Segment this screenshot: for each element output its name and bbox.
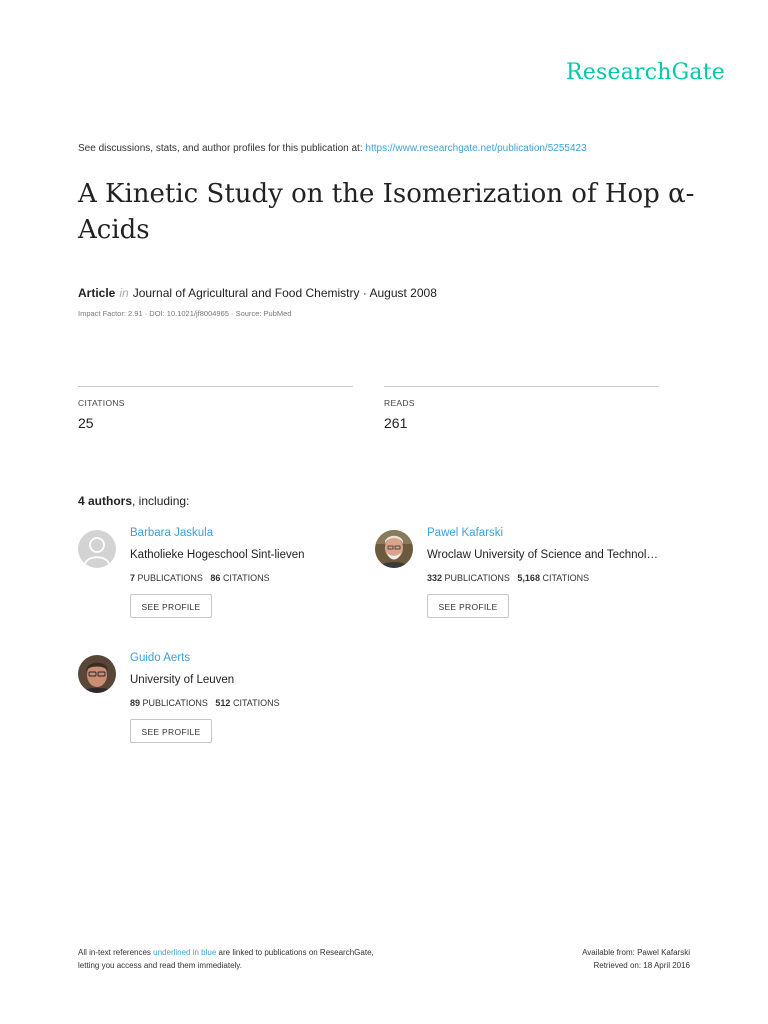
footer-note-suffix: are linked to publications on ResearchGate, (216, 948, 374, 957)
publications-label: PUBLICATIONS (137, 573, 203, 583)
reads-stat (384, 386, 659, 431)
in-word: in (119, 286, 129, 300)
article-title: A Kinetic Study on the Isomerization of Hop α-Acids (78, 179, 695, 245)
footer-note-prefix: All in-text references (78, 948, 154, 957)
author-name[interactable]: Guido Aerts (130, 652, 191, 664)
journal-name: Journal of Agricultural and Food Chemistry · August 2008 (132, 286, 437, 300)
authors-count: 4 authors (78, 494, 133, 508)
author-photo[interactable] (375, 530, 413, 568)
author-institution: Katholieke Hogeschool Sint-lieven (130, 549, 305, 561)
publication-info-line (78, 286, 437, 300)
citations-count: 5,168 (517, 573, 540, 583)
publication-source-line (78, 143, 587, 154)
citations-label: CITATIONS (542, 573, 590, 583)
article-type: Article (78, 286, 116, 300)
researchgate-logo[interactable]: ResearchGate (566, 60, 725, 85)
publications-label: PUBLICATIONS (444, 573, 510, 583)
citations-stat (78, 386, 353, 431)
see-profile-button[interactable]: SEE PROFILE (427, 594, 509, 618)
citations-count: 512 (215, 698, 231, 708)
publications-count: 89 (130, 698, 141, 708)
reads-value: 261 (384, 415, 408, 431)
available-from: Available from: Pawel Kafarski (582, 948, 690, 957)
author-stats (130, 698, 280, 708)
see-profile-button[interactable]: SEE PROFILE (130, 719, 212, 743)
publications-label: PUBLICATIONS (142, 698, 208, 708)
citations-label: CITATIONS (222, 573, 270, 583)
author-stats (427, 573, 589, 583)
placeholder-avatar-icon[interactable] (78, 530, 116, 568)
author-stats (130, 573, 270, 583)
author-institution: Wroclaw University of Science and Technol… (427, 549, 658, 561)
underlined-in-blue-link[interactable]: underlined in blue (153, 948, 217, 957)
publications-count: 332 (427, 573, 443, 583)
footer-availability (582, 946, 690, 972)
footer-note-line2: letting you access and read them immediately. (78, 961, 242, 970)
authors-including: , including: (132, 494, 190, 508)
retrieved-on: Retrieved on: 18 April 2016 (593, 961, 690, 970)
author-photo[interactable] (78, 655, 116, 693)
footer-note (78, 946, 374, 972)
see-discussions-text: See discussions, stats, and author profiles for this publication at: (78, 143, 366, 154)
publications-count: 7 (130, 573, 136, 583)
citations-label: CITATIONS (78, 398, 125, 408)
citations-value: 25 (78, 415, 94, 431)
authors-heading (78, 494, 189, 508)
author-institution: University of Leuven (130, 674, 235, 686)
citations-label: CITATIONS (232, 698, 280, 708)
author-name[interactable]: Pawel Kafarski (427, 527, 504, 539)
see-profile-button[interactable]: SEE PROFILE (130, 594, 212, 618)
citations-count: 86 (210, 573, 221, 583)
article-metadata: Impact Factor: 2.91 · DOI: 10.1021/jf8004965 · Source: PubMed (78, 309, 292, 318)
author-name[interactable]: Barbara Jaskula (130, 527, 214, 539)
publication-url-link[interactable]: https://www.researchgate.net/publication/5255423 (365, 143, 587, 154)
reads-label: READS (384, 398, 415, 408)
